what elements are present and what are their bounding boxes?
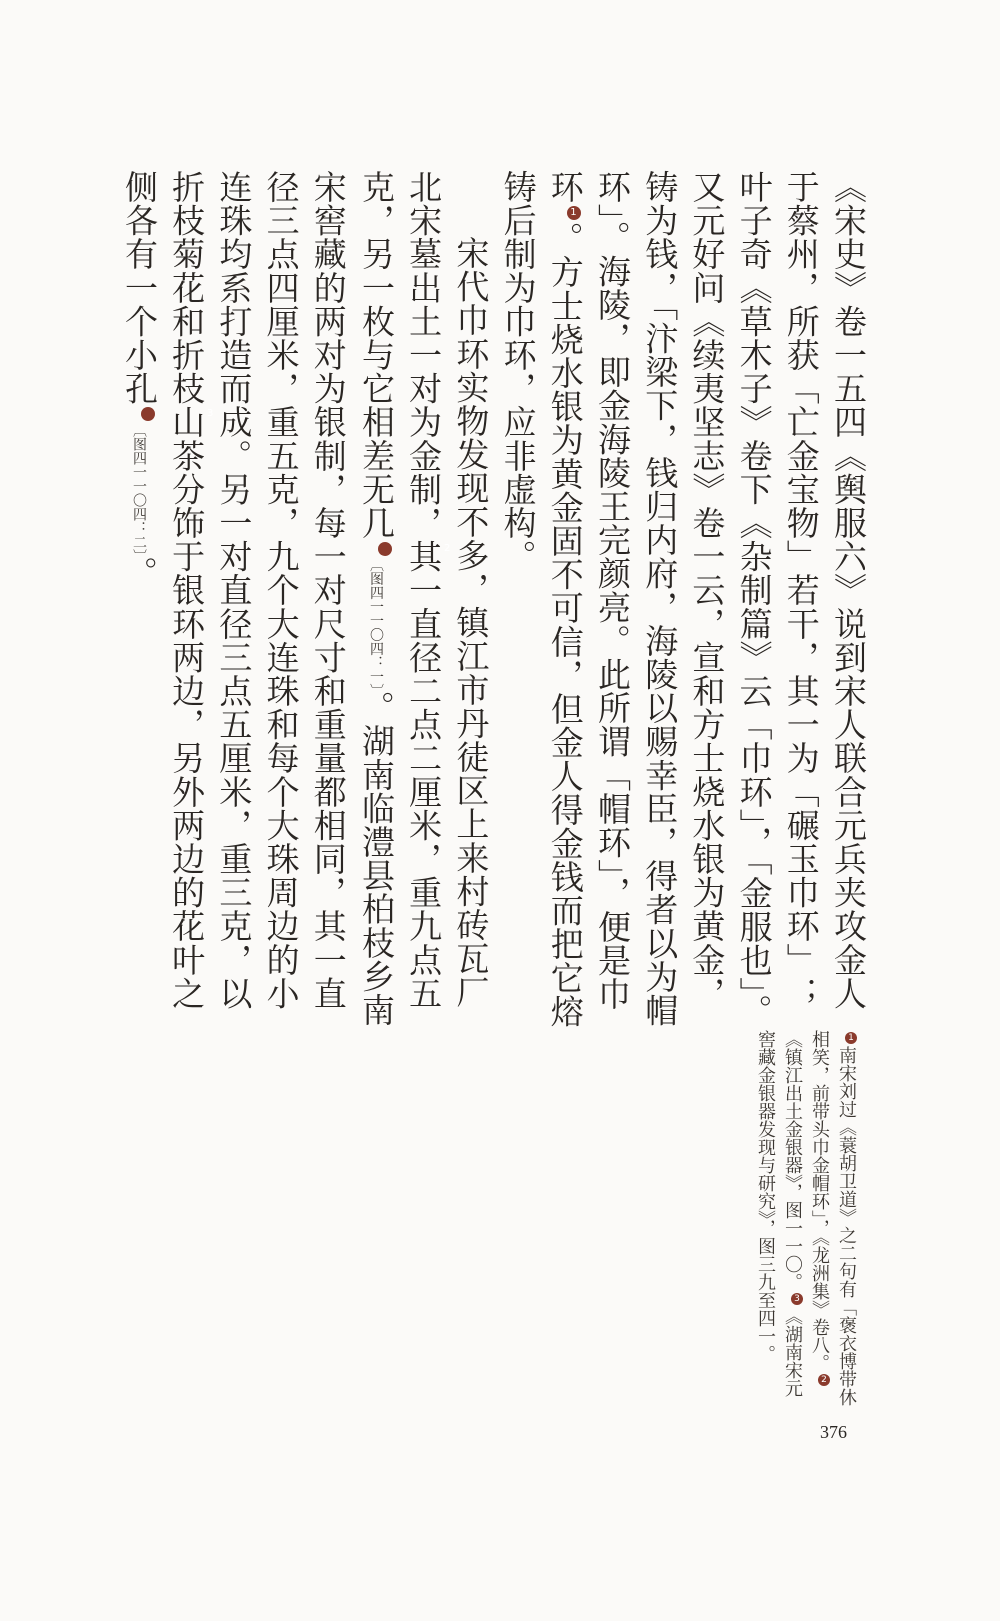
footnotes-block bbox=[720, 1030, 860, 1410]
footnote bbox=[752, 1030, 860, 1410]
footnote-number-3: 3 bbox=[791, 1293, 803, 1305]
footnote-marker-2[interactable]: 2 bbox=[378, 542, 392, 556]
footnote-3-text: 《湖南宋元窖藏金银器发现与研究》，图三九至四一。 bbox=[755, 1030, 803, 1397]
paragraph-1-text: 《宋史》卷一五四《舆服六》说到宋人联合元兵夹攻金人于蔡州，所获「亡金宝物」若干，其一为「碾玉巾环」；叶子奇《草木子》卷下《杂制篇》云「巾环」，「金服也」。又元好问《续夷坚志》卷一云，宣和方士烧水银为黄金，铸为钱，「汴梁下，钱归内府，海陵以赐幸臣，得者以为帽环」。海陵，即金海陵王完颜亮。此所谓「帽环」，便是巾环 bbox=[545, 170, 868, 1028]
footnote-2-text: 《镇江出土金银器》，图一一〇。 bbox=[782, 1030, 803, 1291]
paragraph-2-text-middle: 。湖南临澧县柏枝乡南宋窖藏的两对为银制，每一对尺寸和重量都相同，其一直径三点四厘米，重五克，九个大连珠和每个大珠周边的小连珠均系打造而成。另一对直径三点五厘米，重三克，以折枝菊花和折枝山茶分饰于银环两边，另外两边的花叶之侧各有一个小孔 bbox=[119, 170, 396, 1027]
paragraph-1 bbox=[494, 170, 872, 1030]
footnote-1-text: 南宋刘过《蓑胡卫道》之二句有「褒衣博带休相笑，前带头巾金帽环」，《龙洲集》卷八。 bbox=[809, 1030, 857, 1406]
paragraph-1-text-end: 。方士烧水银为黄金固不可信，但金人得金钱而把它熔铸后制为巾环，应非虚构。 bbox=[498, 170, 585, 1029]
page-number: 376 bbox=[820, 1422, 847, 1442]
footnote-number-1: 1 bbox=[845, 1032, 857, 1044]
figure-reference-2: 〔图四一一〇四：二〕 bbox=[130, 423, 147, 557]
main-text-block bbox=[119, 170, 872, 1030]
footnote-number-2: 2 bbox=[818, 1374, 830, 1386]
footnote-marker-1[interactable]: 1 bbox=[567, 206, 581, 220]
paragraph-2 bbox=[115, 170, 495, 1030]
paragraph-2-text: 宋代巾环实物发现不多，镇江市丹徒区上来村砖瓦厂北宋墓出土一对为金制，其一直径二点二厘米，重九点五克，另一枚与它相差无几 bbox=[356, 170, 491, 1010]
paragraph-2-text-end: 。 bbox=[119, 556, 159, 590]
figure-reference-1: 〔图四一一〇四：一〕 bbox=[367, 557, 384, 691]
footnote-marker-3[interactable]: 3 bbox=[141, 407, 155, 421]
